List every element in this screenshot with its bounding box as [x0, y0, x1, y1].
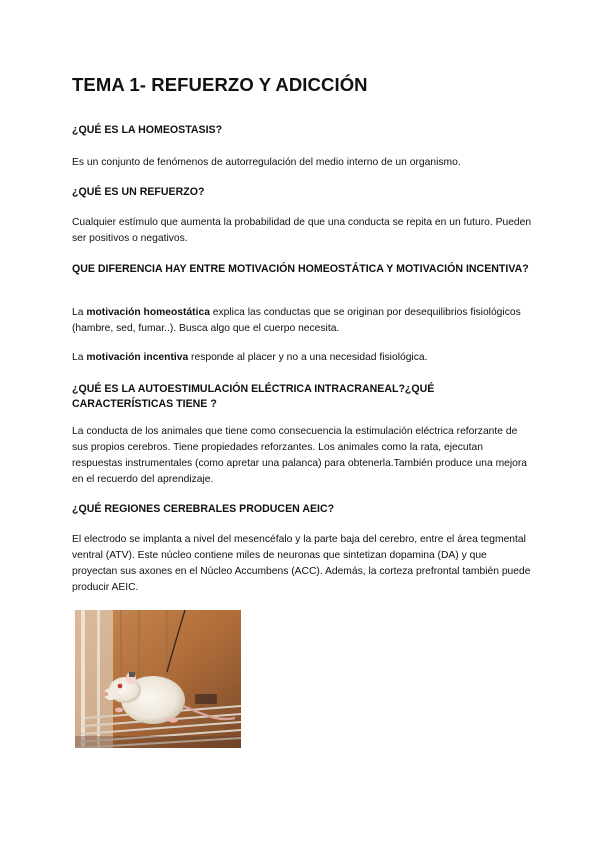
- heading-refuerzo: ¿QUÉ ES UN REFUERZO?: [72, 186, 205, 198]
- heading-regiones: ¿QUÉ REGIONES CEREBRALES PRODUCEN AEIC?: [72, 503, 335, 515]
- term-motivacion-homeostatica: motivación homeostática: [86, 307, 210, 318]
- paragraph-regiones: El electrodo se implanta a nivel del mesencéfalo y la parte baja del cerebro, entre el área tegmental ventral (ATV). Este núcleo contiene miles de neuronas que sintetizan dopamina (DA) y que proyectan sus axones en el Núcleo Accumbens (ACC). Además, la corteza prefrontal también puede producir AEIC.: [72, 534, 531, 593]
- paragraph-aeic: La conducta de los animales que tiene como consecuencia la estimulación eléctrica reforzante de sus propios cerebros. Tiene propiedades reforzantes. Los animales como la rata, ejecutan respuestas instrumentales (como apretar una palanca) para obtenerla.También produce una mejora en el recuerdo del aprendizaje.: [72, 426, 528, 485]
- term-motivacion-incentiva: motivación incentiva: [86, 352, 189, 363]
- heading-motivacion: QUE DIFERENCIA HAY ENTRE MOTIVACIÓN HOMEOSTÁTICA Y MOTIVACIÓN INCENTIVA?: [72, 263, 529, 275]
- page-title: TEMA 1- REFUERZO Y ADICCIÓN: [72, 74, 368, 95]
- heading-homeostasis: ¿QUÉ ES LA HOMEOSTASIS?: [72, 124, 223, 136]
- paragraph-homeostasis: Es un conjunto de fenómenos de autorregulación del medio interno de un organismo.: [72, 157, 461, 168]
- text-run: La: [72, 352, 87, 363]
- paragraph-refuerzo: Cualquier estímulo que aumenta la probabilidad de que una conducta se repita en un futuro. Pueden ser positivos o negativos.: [72, 217, 532, 244]
- text-run: La: [72, 307, 87, 318]
- text-run: explica las conductas que se originan por desequilibrios fisiológicos (hambre, sed, fumar..). Busca algo que el cuerpo necesita.: [72, 307, 521, 334]
- heading-aeic: ¿QUÉ ES LA AUTOESTIMULACIÓN ELÉCTRICA INTRACRANEAL?¿QUÉ CARACTERÍSTICAS TIENE ?: [72, 383, 435, 410]
- paragraph-motivacion-incentiva: [72, 350, 534, 366]
- paragraph-motivacion-homeostatica: [72, 305, 534, 337]
- rat-in-cage-photo: [75, 610, 241, 748]
- text-run: responde al placer y no a una necesidad fisiológica.: [188, 352, 428, 363]
- rat-photo-drawing: [75, 610, 241, 748]
